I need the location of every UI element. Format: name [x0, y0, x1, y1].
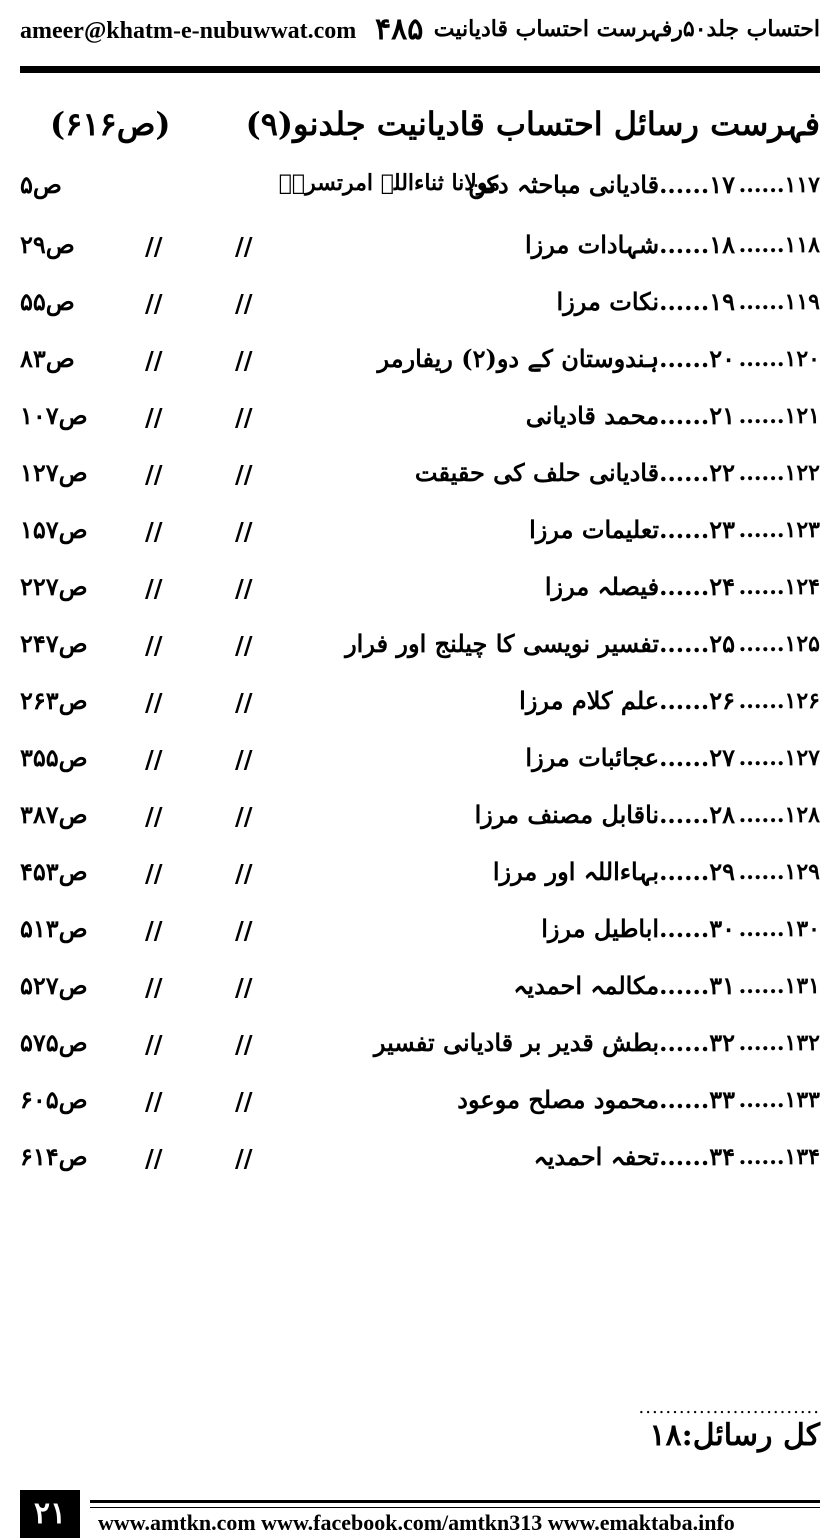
- ditto-mark: //: [145, 631, 163, 660]
- ditto-mark: //: [235, 802, 253, 831]
- entry-title: ۳۲......بطش قدیر بر قادیانی تفسیر: [373, 1028, 735, 1057]
- entry-title: ۲۱......محمد قادیانی: [525, 401, 735, 430]
- entry-page: ص۱۵۷: [20, 515, 88, 544]
- entry-number: ۱۲۵......: [738, 631, 820, 657]
- header-page-number: ۴۸۵: [375, 12, 424, 47]
- list-item: [20, 505, 820, 562]
- entry-title: ۲۰......ہندوستان کے دو(۲) ریفارمر: [377, 344, 735, 373]
- ditto-mark: //: [235, 631, 253, 660]
- entry-page: ص۵۵: [20, 287, 75, 316]
- ditto-mark: //: [145, 1030, 163, 1059]
- ditto-mark: //: [235, 745, 253, 774]
- entry-number: ۱۲۴......: [738, 574, 820, 600]
- list-item: [20, 619, 820, 676]
- ditto-mark: //: [145, 574, 163, 603]
- ditto-mark: //: [145, 745, 163, 774]
- entry-title: ۲۲......قادیانی حلف کی حقیقت: [414, 458, 735, 487]
- entry-number: ۱۱۷......: [738, 172, 820, 198]
- entry-page: ص۲۲۷: [20, 572, 88, 601]
- entry-number: ۱۱۸......: [738, 232, 820, 258]
- contents-list: [20, 160, 820, 1189]
- ditto-mark: //: [145, 517, 163, 546]
- separator-dots: ...........................: [638, 1397, 820, 1418]
- ditto-mark: //: [235, 1030, 253, 1059]
- entry-title: ۲۹......بہاءاللہ اور مرزا: [492, 857, 735, 886]
- ditto-mark: //: [145, 1144, 163, 1173]
- footer-rule: [90, 1507, 820, 1508]
- entry-number: ۱۲۸......: [738, 802, 820, 828]
- entry-number: ۱۲۶......: [738, 688, 820, 714]
- total-count: کل رسائل:۱۸: [649, 1418, 820, 1453]
- list-item: [20, 1075, 820, 1132]
- ditto-mark: //: [235, 460, 253, 489]
- entry-number: ۱۳۰......: [738, 916, 820, 942]
- entry-title: ۱۹......نکات مرزا: [556, 287, 735, 316]
- list-item: [20, 1018, 820, 1075]
- ditto-mark: //: [145, 973, 163, 1002]
- ditto-mark: //: [235, 403, 253, 432]
- ditto-mark: //: [235, 1144, 253, 1173]
- list-item: [20, 220, 820, 277]
- entry-number: ۱۱۹......: [738, 289, 820, 315]
- section-heading: [20, 105, 820, 155]
- ditto-mark: //: [145, 802, 163, 831]
- ditto-mark: //: [145, 232, 163, 261]
- entry-title: ۲۵......تفسیر نویسی کا چیلنج اور فرار: [345, 629, 735, 658]
- list-item: [20, 1132, 820, 1189]
- ditto-mark: //: [235, 517, 253, 546]
- entry-title: ۲۶......علم کلام مرزا: [519, 686, 735, 715]
- entry-number: ۱۲۹......: [738, 859, 820, 885]
- ditto-mark: //: [235, 574, 253, 603]
- entry-page: ص۴۵۳: [20, 857, 88, 886]
- list-item: [20, 448, 820, 505]
- entry-page: ص۲۶۳: [20, 686, 88, 715]
- entry-number: ۱۲۳......: [738, 517, 820, 543]
- section-title: فہرست رسائل احتساب قادیانیت جلدنو(۹): [245, 105, 820, 143]
- ditto-mark: //: [235, 289, 253, 318]
- ditto-mark: //: [235, 973, 253, 1002]
- entry-number: ۱۳۳......: [738, 1087, 820, 1113]
- entry-page: ص۱۰۷: [20, 401, 88, 430]
- list-item: [20, 562, 820, 619]
- entry-title: ۱۸......شہادات مرزا: [524, 230, 735, 259]
- entry-page: ص۵۱۳: [20, 914, 88, 943]
- entry-title: ۲۴......فیصلہ مرزا: [544, 572, 735, 601]
- entry-page: ص۵۷۵: [20, 1028, 88, 1057]
- entry-page: ص۶۰۵: [20, 1085, 88, 1114]
- entry-title: ۳۰......اباطیل مرزا: [541, 914, 735, 943]
- entry-number: ۱۳۱......: [738, 973, 820, 999]
- list-item: [20, 676, 820, 733]
- entry-title: ۱۷......قادیانی مباحثہ دکن: [468, 170, 735, 199]
- entry-title: ۲۸......ناقابل مصنف مرزا: [474, 800, 735, 829]
- ditto-mark: //: [145, 346, 163, 375]
- list-item: [20, 160, 820, 220]
- ditto-mark: //: [235, 688, 253, 717]
- ditto-mark: //: [235, 859, 253, 888]
- ditto-mark: //: [145, 289, 163, 318]
- page-footer: [20, 1490, 820, 1538]
- entry-page: ص۵۲۷: [20, 971, 88, 1000]
- ditto-mark: //: [235, 1087, 253, 1116]
- ditto-mark: //: [145, 859, 163, 888]
- list-item: [20, 391, 820, 448]
- footer-rule: [90, 1500, 820, 1503]
- entry-page: ص۲۹: [20, 230, 75, 259]
- entry-title: ۳۳......محمود مصلح موعود: [457, 1085, 735, 1114]
- ditto-mark: //: [235, 346, 253, 375]
- section-page-ref: (ص۶۱۶): [50, 105, 171, 143]
- list-item: [20, 904, 820, 961]
- entry-number: ۱۲۲......: [738, 460, 820, 486]
- ditto-mark: //: [235, 916, 253, 945]
- entry-number: ۱۲۰......: [738, 346, 820, 372]
- entry-title: ۲۷......عجائبات مرزا: [525, 743, 735, 772]
- list-item: [20, 277, 820, 334]
- list-item: [20, 847, 820, 904]
- entry-page: ص۸۳: [20, 344, 75, 373]
- entry-number: ۱۳۴......: [738, 1144, 820, 1170]
- ditto-mark: //: [145, 916, 163, 945]
- entry-author: مولانا ثناءاللہ امرتسریؒ: [278, 170, 500, 196]
- header-running-title: احتساب جلد۵۰رفہرست احتساب قادیانیت: [433, 16, 820, 42]
- list-item: [20, 790, 820, 847]
- page-header: [0, 0, 840, 70]
- entry-page: ص۶۱۴: [20, 1142, 88, 1171]
- entry-title: ۳۴......تحفہ احمدیہ: [533, 1142, 735, 1171]
- entry-page: ص۲۴۷: [20, 629, 88, 658]
- ditto-mark: //: [235, 232, 253, 261]
- ditto-mark: //: [145, 403, 163, 432]
- entry-page: ص۳۵۵: [20, 743, 88, 772]
- entry-number: ۱۳۲......: [738, 1030, 820, 1056]
- footer-links[interactable]: www.amtkn.com www.facebook.com/amtkn313 www.emaktaba.info: [98, 1510, 735, 1535]
- list-item: [20, 961, 820, 1018]
- ditto-mark: //: [145, 688, 163, 717]
- entry-page: ص۱۲۷: [20, 458, 88, 487]
- entry-page: ص۵: [20, 170, 62, 199]
- entry-title: ۳۱......مکالمہ احمدیہ: [513, 971, 735, 1000]
- entry-number: ۱۲۱......: [738, 403, 820, 429]
- ditto-mark: //: [145, 1087, 163, 1116]
- entry-title: ۲۳......تعلیمات مرزا: [529, 515, 735, 544]
- list-item: [20, 334, 820, 391]
- entry-number: ۱۲۷......: [738, 745, 820, 771]
- entry-page: ص۳۸۷: [20, 800, 88, 829]
- footer-page-box: ۲۱: [20, 1490, 80, 1538]
- ditto-mark: //: [145, 460, 163, 489]
- header-email[interactable]: ameer@khatm-e-nubuwwat.com: [20, 18, 357, 44]
- list-item: [20, 733, 820, 790]
- header-rule: [20, 66, 820, 73]
